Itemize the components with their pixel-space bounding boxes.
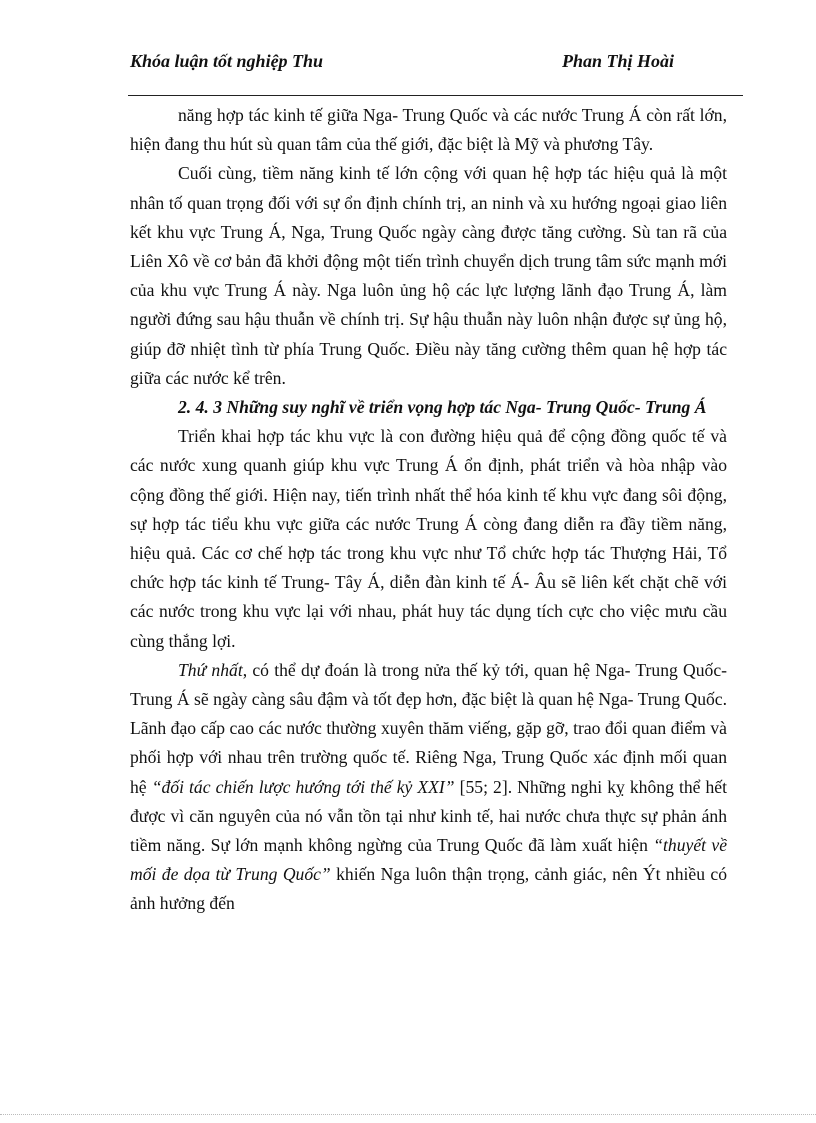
paragraph-regional-cooperation: Triển khai hợp tác khu vực là con đường hiệu quả để cộng đồng quốc tế và các nước xung quanh giúp khu vực Trung Á ổn định, phát triển và hòa nhập vào cộng đồng thế giới. Hiện nay, tiến trình nhất thể hóa kinh tế khu vực đang sôi động, sự hợp tác tiểu khu vực giữa các nước Trung Á còng đang diễn ra đầy tiềm năng, hiệu quả. Các cơ chế hợp tác trong khu vực như Tổ chức hợp tác Thượng Hải, Tổ chức hợp tác kinh tế Trung- Tây Á, diễn đàn kinh tế Á- Âu sẽ liên kết chặt chẽ với các nước trong khu vực lại với nhau, phát huy tác dụng tích cực cho việc mưu cầu cùng thắng lợi. (130, 426, 727, 651)
paragraph-continuation: năng hợp tác kinh tế giữa Nga- Trung Quốc và các nước Trung Á còn rất lớn, hiện đang thu hút sù quan tâm của thế giới, đặc biệt là Mỹ và phương Tây. (130, 105, 727, 155)
quote-strategic-partner: “đối tác chiến lược hướng tới thế kỷ XXI” (151, 776, 455, 797)
page-bottom-border (0, 1114, 816, 1115)
first-point-text-b: [55; 2]. Những nghi kỵ không thể hết được vì căn nguyên của nó vẫn tồn tại như kinh tế, hai nước chưa thực sự phản ánh tiềm năng. Sự lớn mạnh không ngừng của Trung Quốc đã làm xuất hiện (130, 776, 727, 856)
paragraph-first-point (130, 656, 727, 919)
document-body (130, 101, 727, 919)
paragraph-conclusion: Cuối cùng, tiềm năng kinh tế lớn cộng với quan hệ hợp tác hiệu quả là một nhân tố quan trọng đối với sự ổn định chính trị, an ninh và xu hướng ngoại giao liên kết khu vực Trung Á, Nga, Trung Quốc ngày càng được tăng cường. Sù tan rã của Liên Xô về cơ bản đã khởi động một tiến trình chuyển dịch trung tâm sức mạnh mới của khu vực Trung Á này. Nga luôn ủng hộ các lực lượng lãnh đạo Trung Á, làm người đứng sau hậu thuẫn về chính trị. Sự hậu thuẫn này luôn nhận được sự ủng hộ, giúp đỡ nhiệt tình từ phía Trung Quốc. Điều này tăng cường thêm quan hệ hợp tác giữa các nước kể trên. (130, 163, 727, 388)
header-author-name: Phan Thị Hoài (562, 51, 675, 71)
quote-china-threat: “thuyết về mối đe dọa từ Trung Quốc” (130, 835, 728, 885)
page-header (130, 50, 742, 96)
first-point-text-a: , có thể dự đoán là trong nửa thế kỷ tới, quan hệ Nga- Trung Quốc- Trung Á sẽ ngày càng sâu đậm và tốt đẹp hơn, đặc biệt là quan hệ Nga- Trung Quốc. Lãnh đạo cấp cao các nước thường xuyên thăm viếng, gặp gỡ, trao đổi quan điểm và phối hợp với nhau trên trường quốc tế. Riêng Nga, Trung Quốc xác định mối quan hệ (130, 659, 727, 797)
first-point-text-c: khiến Nga luôn thận trọng, cảnh giác, nên Ýt nhiều có ảnh hưởng đến (130, 864, 727, 914)
header-divider (128, 95, 743, 96)
section-heading: 2. 4. 3 Những suy nghĩ về triển vọng hợp tác Nga- Trung Quốc- Trung Á (178, 397, 707, 418)
first-point-lead: Thứ nhất (178, 659, 243, 680)
header-thesis-label: Khóa luận tốt nghiệp Thu (130, 51, 324, 71)
